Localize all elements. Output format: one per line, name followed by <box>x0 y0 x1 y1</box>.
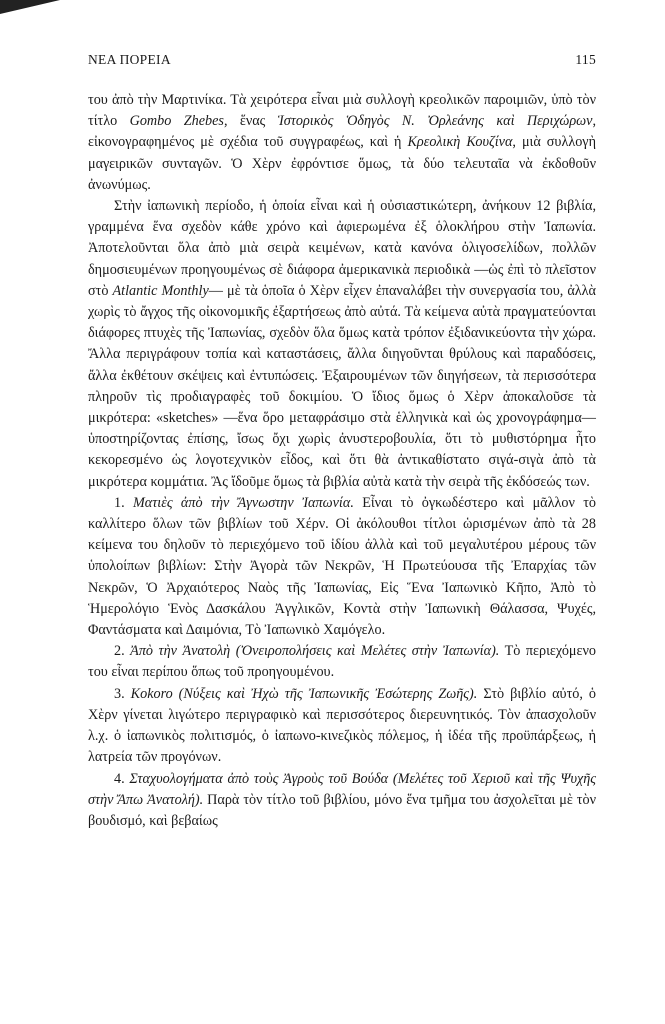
paragraph <box>88 90 596 196</box>
paragraph <box>88 769 596 833</box>
paragraph <box>88 684 596 769</box>
italic-title-run: Atlantic Monthly <box>112 282 209 299</box>
text-run: 1. <box>114 494 133 511</box>
text-run: Εἶναι τὸ ὀγκωδέστερο καὶ μᾶλλον τὸ καλλίτερο ὅλων τῶν βιβλίων τοῦ Χέρν. Οἱ ἀκόλουθοι τίτλοι ὡρισμένων ἀπὸ τὰ 28 κείμενα του δηλοῦν τὸ περιεχόμενο τοῦ ἰδίου ἀλλὰ καὶ τοῦ μεγαλυτέρου μέρους τῶν ὑπολοίπων βιβλίων: Στὴν Ἀγορὰ τῶν Νεκρῶν, Ἡ Πρωτεύουσα τῆς Ἐπαρχίας τῶν Νεκρῶν, Ὁ Ἀρχαιότερος Ναὸς τῆς Ἰαπωνίας, Εἰς Ἕνα Ἰαπωνικὸ Κῆπο, Ἀπὸ τὸ Ἡμερολόγιο Ἑνὸς Δασκάλου Ἀγγλικῶν, Κοντὰ στὴν Ἰαπωνικὴ Θάλασσα, Ψυχές, Φαντάσματα καὶ Δαιμόνια, Τὸ Ἰαπωνικὸ Χαμόγελο. <box>88 494 597 639</box>
text-run: 3. <box>114 685 131 702</box>
text-run: 4. <box>114 770 130 787</box>
italic-title-run: Kokoro (Νύξεις καὶ Ἠχὼ τῆς Ἰαπωνικῆς Ἐσώτερης Ζωῆς). <box>130 685 478 702</box>
paragraph <box>88 493 596 641</box>
italic-title-run: Κρεολικὴ Κουζίνα <box>407 134 513 151</box>
text-run: Τὸ περιεχόμενο του εἶναι περίπου ὅπως τοῦ προηγουμένου. <box>88 643 596 681</box>
scan-corner-mark <box>0 0 60 14</box>
text-run: 2. <box>114 643 131 660</box>
italic-title-run: Ἱστορικὸς Ὁδηγὸς Ν. Ὀρλεάνης καὶ Περιχώρων <box>277 113 593 130</box>
paragraph <box>88 196 596 493</box>
italic-title-run: Ματιὲς ἀπὸ τὴν Ἄγνωστην Ἰαπωνία. <box>132 494 354 511</box>
italic-title-run: Gombo Zhebes <box>129 113 224 130</box>
italic-title-run: Σταχυολογήματα ἀπὸ τοὺς Ἀγροὺς τοῦ Βούδα (Μελέτες τοῦ Χεριοῦ καὶ τῆς Ψυχῆς στὴν Ἄπω Ἀνατολή). <box>88 770 596 808</box>
text-run: , ἕνας <box>223 113 278 130</box>
text-run: του ἀπὸ τὴν Μαρτινίκα. Τὰ χειρότερα εἶναι μιὰ συλλογὴ κρεολικῶν παροιμιῶν, ὑπὸ τὸν τίτλο <box>88 92 596 130</box>
text-run: Στὴν ἰαπωνικὴ περίοδο, ἡ ὁποία εἶναι καὶ ἡ οὐσιαστικώτερη, ἀνήκουν 12 βιβλία, γραμμένα ἕνα σχεδὸν κάθε χρόνο καὶ ἀφιερωμένα ἐξ ὁλοκλήρου στὴν Ἰαπωνία. Ἀποτελοῦνται ὅλα ἀπὸ μιὰ σειρὰ κειμένων, κατὰ κανόνα ὀλιγοσελίδων, πολλῶν δημοσιευμένων προηγουμένως σὲ διάφορα ἀμερικανικὰ περιοδικὰ —ὡς ἐπὶ τὸ πλεῖστον στὸ <box>88 198 596 299</box>
body-text <box>88 90 596 832</box>
text-run: , εἰκονογραφημένος μὲ σχέδια τοῦ συγγραφέως, καὶ ἡ <box>88 113 596 151</box>
text-run: Στὸ βιβλίο αὐτό, ὁ Χὲρν γίνεται λιγώτερο περιγραφικὸ καὶ περισσότερος διερευνητικός. Τὸν ἀπασχολοῦν λ.χ. ὁ ἰαπωνικὸς πολιτισμός, ὁ ἰαπωνο-κινεζικὸς πόλεμος, ἡ ἰδέα τῆς προϋπάρξεως, ἡ λατρεία τῶν προγόνων. <box>88 685 597 766</box>
page-number: 115 <box>575 52 596 67</box>
running-header <box>88 52 596 68</box>
running-title: ΝΕΑ ΠΟΡΕΙΑ <box>88 52 171 67</box>
text-run: — μὲ τὰ ὁποῖα ὁ Χὲρν εἶχεν ἐπαναλάβει τὴν συνεργασία του, ἀλλὰ χωρὶς τὸ ἄγχος τῆς οἰκονομικῆς ἐξαρτήσεως ἀπὸ αὐτά. Τὰ κείμενα αὐτὰ πραγματεύονται διάφορες πτυχὲς τῆς Ἰαπωνίας, σχεδὸν ὅλα ὅμως κατὰ τρόπον ἐξιδανικεύοντα τὴν χώρα. Ἄλλα περιγράφουν τοπία καὶ καταστάσεις, ἄλλα διηγοῦνται θρύλους καὶ παραδόσεις, ἄλλα ἐκθέτουν σκέψεις καὶ ἐντυπώσεις. Ἐξαιρουμένων τῶν διηγήσεων, τὰ περισσότερα πληροῦν τὶς προδιαγραφὲς τοῦ δοκιμίου. Ὁ ἴδιος ὅμως ὁ Χὲρν ἀποκαλοῦσε τὰ μικρότερα: «sketches» —ἕνα ὅρο μεταφράσιμο στὰ ἑλληνικὰ καὶ ὡς χρονογράφημα— ὑποστηρίζοντας ἐπίσης, ἴσως ὄχι χωρὶς ἀνυστεροβουλία, ὅτι τὸ μυθιστόρημα ἦτο κεκορεσμένο ὡς λογοτεχνικὸν εἶδος, καὶ ὅτι θὰ ἀντικαθίστατο σιγά-σιγὰ ἀπὸ τὰ μικρότερα κομμάτια. Ἂς ἴδοῦμε ὅμως τὰ βιβλία αὐτὰ κατὰ τὴν σειρὰ τῆς ἐκδόσεώς των. <box>88 282 596 490</box>
text-run: , μιὰ συλλογὴ μαγειρικῶν συνταγῶν. Ὁ Χὲρν ἐφρόντισε ὅμως, τὰ δύο τελευταῖα νὰ ἐκδοθοῦν ἀνωνύμως. <box>88 134 596 193</box>
paragraph <box>88 641 596 683</box>
italic-title-run: Ἀπὸ τὴν Ἀνατολὴ (Ὀνειροπολήσεις καὶ Μελέτες στὴν Ἰαπωνία). <box>130 643 500 660</box>
text-run: Παρὰ τὸν τίτλο τοῦ βιβλίου, μόνο ἕνα τμῆμα του ἀσχολεῖται μὲ τὸν βουδισμό, καὶ βεβαίως <box>88 791 596 829</box>
page <box>88 52 596 832</box>
